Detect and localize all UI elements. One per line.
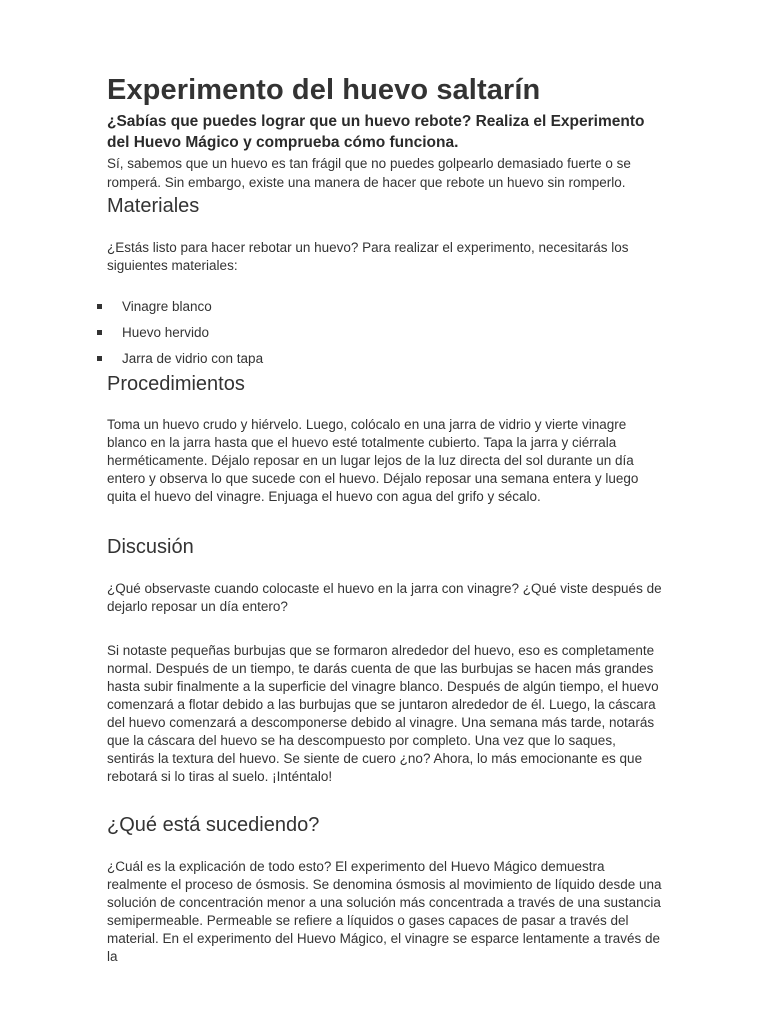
- discusion-paragraph-2: Si notaste pequeñas burbujas que se formaron alrededor del huevo, eso es completamente normal. Después de un tiempo, te darás cuenta de que las burbujas se hacen más grandes hasta subir finalmente a la superficie del vinagre blanco. Después de algún tiempo, el huevo comenzará a flotar debido a las burbujas que se juntaron alrededor de él. Luego, la cáscara del huevo comenzará a descomponerse debido al vinagre. Una semana más tarde, notarás que la cáscara del huevo se ha descompuesto por completo. Una vez que lo saques, sentirás la textura del huevo. Se siente de cuero ¿no? Ahora, lo más emocionante es que rebotará si lo tiras al suelo. ¡Inténtalo!: [107, 643, 659, 784]
- section-heading-discusion: Discusión: [107, 536, 194, 558]
- bullet-icon: [97, 304, 102, 309]
- list-item-label: Huevo hervido: [122, 325, 210, 340]
- section-heading-sucediendo: ¿Qué está sucediendo?: [107, 814, 320, 836]
- bullet-icon: [97, 330, 102, 335]
- document-content: [107, 70, 663, 966]
- page-title: Experimento del huevo saltarín: [107, 74, 541, 106]
- section-heading-procedimientos: Procedimientos: [107, 373, 245, 395]
- discusion-paragraph-1: ¿Qué observaste cuando colocaste el huevo en la jarra con vinagre? ¿Qué viste después de dejarlo reposar un día entero?: [107, 581, 662, 614]
- sucediendo-paragraph: ¿Cuál es la explicación de todo esto? El experimento del Huevo Mágico demuestra realmente el proceso de ósmosis. Se denomina ósmosis al movimiento de líquido desde una solución de concentración menor a una solución más concentrada a través de una sustancia semipermeable. Permeable se refiere a líquidos o gases capaces de pasar a través del material. En el experimento del Huevo Mágico, el vinagre se esparce lentamente a través de la: [107, 859, 662, 964]
- bullet-icon: [97, 356, 102, 361]
- list-item-label: Vinagre blanco: [122, 299, 212, 314]
- list-item: [107, 324, 663, 350]
- procedimientos-paragraph: Toma un huevo crudo y hiérvelo. Luego, colócalo en una jarra de vidrio y vierte vinagre blanco en la jarra hasta que el huevo esté totalmente cubierto. Tapa la jarra y ciérrala herméticamente. Déjalo reposar en un lugar lejos de la luz directa del sol durante un día entero y observa lo que sucede con el huevo. Déjalo reposar una semana entera y luego quita el huevo del vinagre. Enjuaga el huevo con agua del grifo y sécalo.: [107, 417, 639, 504]
- page-subtitle: ¿Sabías que puedes lograr que un huevo rebote? Realiza el Experimento del Huevo Mágico y comprueba cómo funciona.: [107, 113, 645, 151]
- materiales-paragraph: ¿Estás listo para hacer rebotar un huevo? Para realizar el experimento, necesitarás los siguientes materiales:: [107, 240, 629, 273]
- intro-paragraph: Sí, sabemos que un huevo es tan frágil que no puedes golpearlo demasiado fuerte o se romperá. Sin embargo, existe una manera de hacer que rebote un huevo sin romperlo.: [107, 156, 631, 190]
- list-item: [107, 298, 663, 324]
- list-item-label: Jarra de vidrio con tapa: [122, 351, 264, 366]
- section-heading-materiales: Materiales: [107, 195, 200, 217]
- list-item: [107, 350, 663, 376]
- materials-list: [107, 298, 663, 376]
